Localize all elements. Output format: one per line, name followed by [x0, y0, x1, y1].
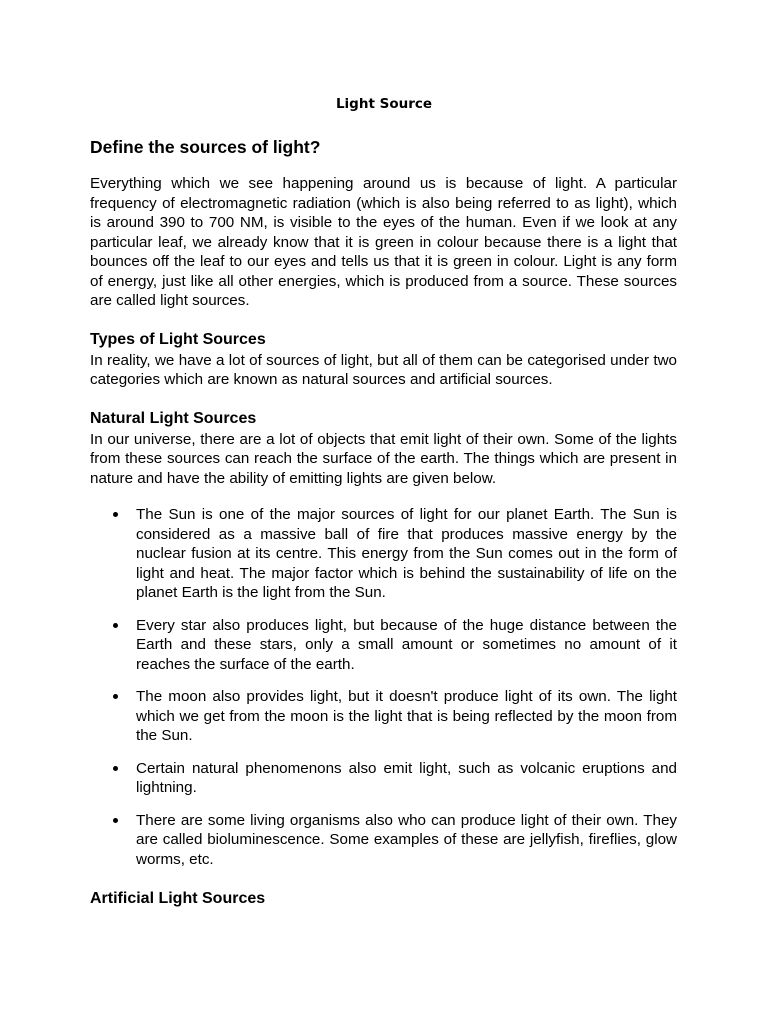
- list-item: [90, 687, 677, 746]
- list-item: [90, 505, 677, 603]
- intro-paragraph: Everything which we see happening around us is because of light. A particular frequency of electromagnetic radiation (which is also being referred to as light), which is around 390 to 700 NM, is visible to the eyes of the human. Even if we look at any particular leaf, we already know that it is green in colour because there is a light that bounces off the leaf to our eyes and tells us that it is green in colour. Light is any form of energy, just like all other energies, which is produced from a source. These sources are called light sources.: [90, 175, 677, 309]
- list-item: [90, 811, 677, 870]
- bullet-icon: [113, 512, 118, 517]
- section-paragraph-natural: In our universe, there are a lot of objects that emit light of their own. Some of the lights from these sources can reach the surface of the earth. The things which are present in nature and have the ability of emitting lights are given below.: [90, 430, 677, 487]
- section-heading-types: Types of Light Sources: [90, 330, 266, 348]
- bullet-icon: [113, 766, 118, 771]
- list-item-text: Certain natural phenomenons also emit light, such as volcanic eruptions and lightning.: [136, 759, 677, 796]
- list-item-text: There are some living organisms also who can produce light of their own. They are called bioluminescence. Some examples of these are jellyfish, fireflies, glow worms, etc.: [136, 811, 677, 868]
- list-item: [90, 759, 677, 798]
- section-heading-natural: Natural Light Sources: [90, 409, 257, 427]
- list-item: [90, 616, 677, 675]
- question-heading: Define the sources of light?: [90, 137, 321, 157]
- natural-sources-list: [90, 505, 677, 869]
- bullet-icon: [113, 694, 118, 699]
- list-item-text: The moon also provides light, but it doesn't produce light of its own. The light which we get from the moon is the light that is being reflected by the moon from the Sun.: [136, 688, 677, 744]
- document-title: Light Source: [335, 96, 433, 112]
- section-paragraph-types: In reality, we have a lot of sources of light, but all of them can be categorised under two categories which are known as natural sources and artificial sources.: [90, 351, 677, 388]
- section-heading-artificial: Artificial Light Sources: [90, 890, 266, 907]
- bullet-icon: [113, 623, 118, 628]
- bullet-icon: [113, 818, 118, 823]
- list-item-text: Every star also produces light, but because of the huge distance between the Earth and these stars, only a small amount or sometimes no amount of it reaches the surface of the earth.: [136, 616, 677, 673]
- document-body: [90, 134, 677, 910]
- list-item-text: The Sun is one of the major sources of light for our planet Earth. The Sun is considered as a massive ball of fire that produces massive energy by the nuclear fusion at its centre. This energy from the Sun comes out in the form of light and heat. The major factor which is behind the sustainability of life on the planet Earth is the light from the Sun.: [136, 506, 677, 601]
